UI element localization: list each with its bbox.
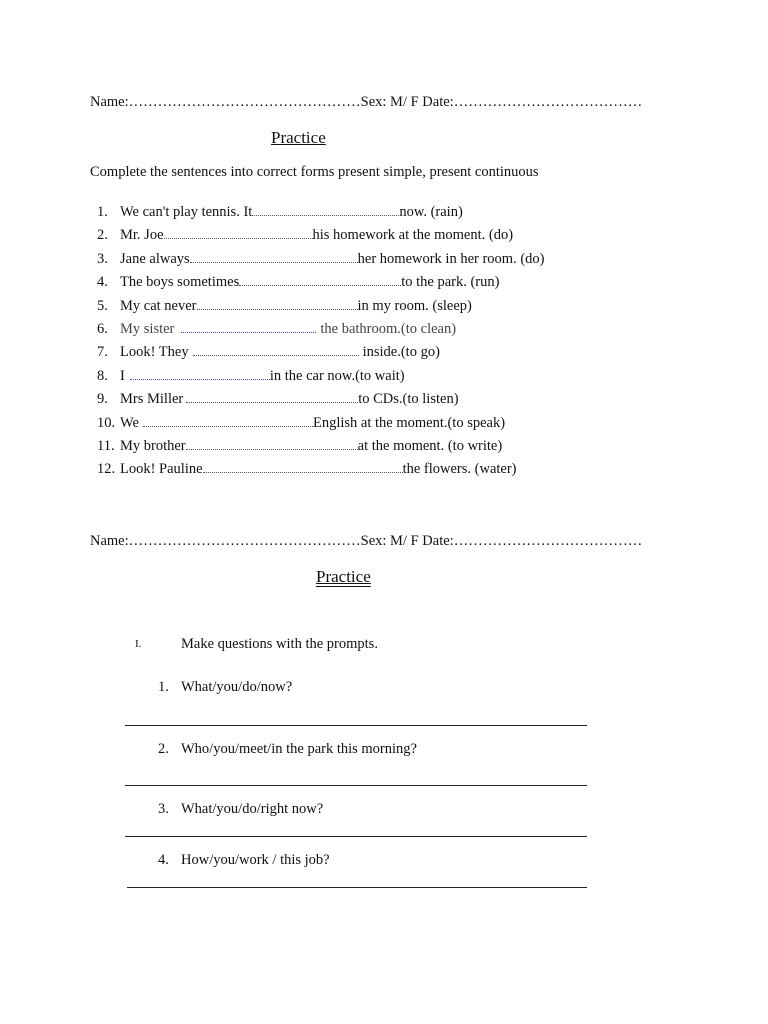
- blank-field[interactable]: [252, 203, 399, 216]
- prompt-before: The boys sometimes: [120, 274, 240, 291]
- question-number-4: 4.: [158, 852, 169, 868]
- exercise-item-3: 3. Jane always her homework in her room. (do): [97, 250, 545, 267]
- exercise-item-10: 10. We English at the moment.(to speak): [97, 414, 506, 431]
- question-number-2: 2.: [158, 741, 169, 757]
- blank-field[interactable]: [190, 250, 358, 263]
- prompt-before: Look! They: [120, 344, 189, 361]
- exercise-item-7: 7. Look! They inside.(to go): [97, 344, 440, 361]
- name-sex-date-line-1: Name:…………………………………………Sex: M/ F Date:…………………………………: [90, 94, 643, 110]
- blank-field[interactable]: [193, 343, 359, 356]
- prompt-after: to CDs.(to listen): [358, 391, 459, 408]
- page-title-2: Practice: [316, 567, 371, 586]
- prompt-before: Mrs Miller: [120, 391, 184, 408]
- prompt-after: now. (rain): [399, 204, 463, 220]
- blank-field[interactable]: [130, 367, 270, 380]
- answer-line-4[interactable]: [127, 887, 587, 888]
- question-number-3: 3.: [158, 801, 169, 817]
- blank-field[interactable]: [181, 320, 316, 333]
- blank-field[interactable]: [186, 390, 358, 403]
- question-prompt-2: Who/you/meet/in the park this morning?: [181, 741, 417, 757]
- exercise-item-2: 2. Mr. Joe his homework at the moment. (do): [97, 227, 514, 244]
- exercise-item-1: 1. We can't play tennis. It now. (rain): [97, 204, 463, 220]
- answer-line-2[interactable]: [125, 785, 587, 786]
- prompt-after: the bathroom.(to clean): [320, 320, 457, 337]
- prompt-before: Look! Pauline: [120, 461, 203, 478]
- question-prompt-3: What/you/do/right now?: [181, 801, 324, 817]
- prompt-before: My sister: [120, 320, 175, 337]
- prompt-before: Mr. Joe: [120, 227, 164, 244]
- prompt-before: We: [120, 414, 139, 431]
- prompt-after: to the park. (run): [401, 274, 500, 291]
- prompt-before: Jane always: [120, 250, 190, 267]
- prompt-after: inside.(to go): [362, 344, 440, 361]
- instruction-2: Make questions with the prompts.: [181, 636, 378, 652]
- prompt-after: English at the moment.(to speak): [312, 414, 506, 431]
- prompt-before: My brother: [120, 437, 186, 454]
- page-title-1: Practice: [271, 128, 326, 147]
- blank-field[interactable]: [164, 226, 313, 239]
- exercise-item-11: 11. My brother at the moment. (to write): [97, 437, 503, 454]
- answer-line-3[interactable]: [125, 836, 587, 837]
- blank-field[interactable]: [186, 437, 358, 450]
- prompt-after: in my room. (sleep): [357, 297, 472, 314]
- instruction-1: Complete the sentences into correct forms present simple, present continuous: [90, 164, 539, 180]
- question-number-1: 1.: [158, 679, 169, 695]
- exercise-item-4: 4. The boys sometimes to the park. (run): [97, 274, 500, 291]
- prompt-before: My cat never: [120, 297, 197, 314]
- exercise-item-8: 8. I in the car now.(to wait): [97, 367, 405, 384]
- prompt-after: his homework at the moment. (do): [312, 227, 514, 244]
- exercise-list-1: [97, 201, 545, 482]
- blank-field[interactable]: [143, 414, 313, 427]
- prompt-before: We can't play tennis. It: [120, 204, 253, 220]
- blank-field[interactable]: [203, 460, 403, 473]
- exercise-item-9: 9. Mrs Miller to CDs.(to listen): [97, 391, 459, 408]
- question-prompt-4: How/you/work / this job?: [181, 852, 330, 868]
- prompt-before: I: [120, 367, 125, 384]
- question-prompt-1: What/you/do/now?: [181, 679, 293, 695]
- name-sex-date-line-2: Name:…………………………………………Sex: M/ F Date:…………………………………: [90, 533, 643, 549]
- roman-numeral: I.: [135, 638, 142, 650]
- exercise-item-5: 5. My cat never in my room. (sleep): [97, 297, 472, 314]
- exercise-item-12: 12. Look! Pauline the flowers. (water): [97, 461, 517, 478]
- prompt-after: the flowers. (water): [402, 461, 517, 478]
- answer-line-1[interactable]: [125, 725, 587, 726]
- blank-field[interactable]: [239, 273, 401, 286]
- prompt-after: at the moment. (to write): [357, 437, 503, 454]
- prompt-after: her homework in her room. (do): [357, 250, 545, 267]
- exercise-item-6: 6. My sister the bathroom.(to clean): [97, 320, 457, 337]
- prompt-after: in the car now.(to wait): [269, 367, 405, 384]
- blank-field[interactable]: [197, 297, 358, 310]
